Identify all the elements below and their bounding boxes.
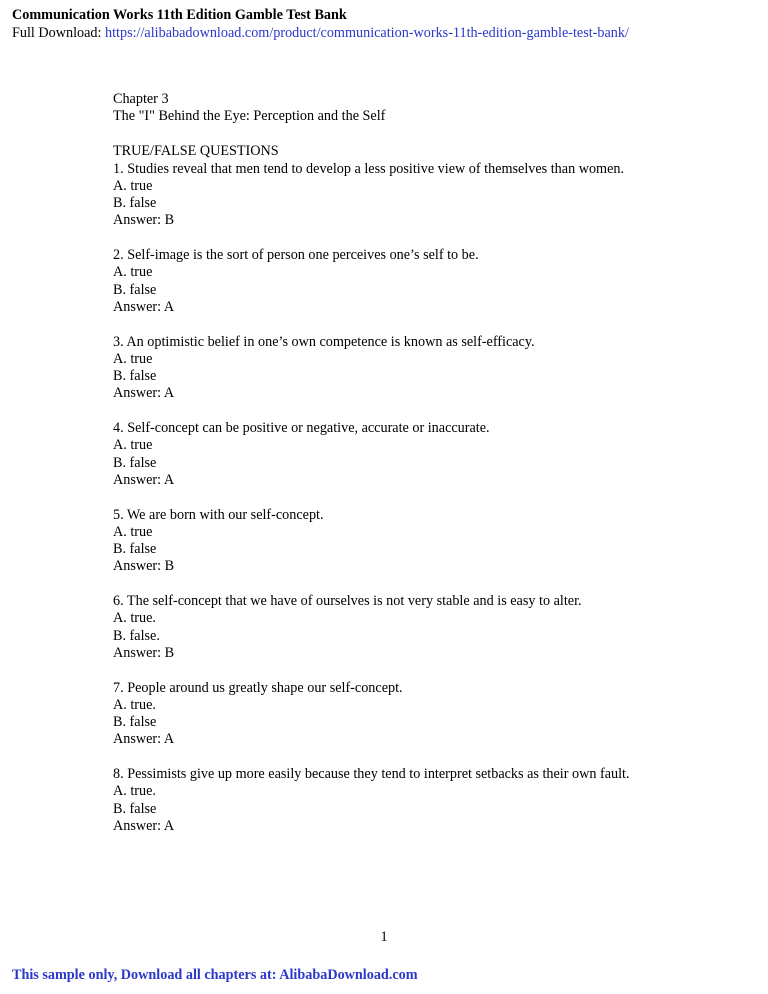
answer-key: Answer: A — [113, 385, 175, 402]
download-link[interactable]: https://alibabadownload.com/product/communication-works-11th-edition-gamble-test-bank/ — [105, 25, 629, 41]
chapter-heading — [113, 91, 673, 125]
download-line — [12, 24, 629, 42]
question-item — [113, 680, 673, 749]
question-prompt: 5. We are born with our self-concept. — [113, 506, 324, 523]
download-footer[interactable]: This sample only, Download all chapters at: AlibabaDownload.com — [12, 967, 418, 983]
option-b: B. false — [113, 714, 157, 731]
option-a: A. true — [113, 350, 153, 367]
option-a: A. true. — [113, 610, 156, 627]
answer-key: Answer: A — [113, 817, 175, 834]
page-number: 1 — [380, 929, 388, 945]
question-item — [113, 766, 673, 835]
question-prompt: 3. An optimistic belief in one’s own competence is known as self-efficacy. — [113, 333, 535, 350]
chapter-title: The "I" Behind the Eye: Perception and the Self — [113, 108, 386, 125]
question-item — [113, 334, 673, 403]
question-prompt: 7. People around us greatly shape our self-concept. — [113, 679, 403, 696]
option-a: A. true. — [113, 783, 156, 800]
question-prompt: 1. Studies reveal that men tend to develop a less positive view of themselves than women. — [113, 160, 625, 177]
option-a: A. true. — [113, 696, 156, 713]
option-b: B. false — [113, 195, 157, 212]
answer-key: Answer: B — [113, 644, 175, 661]
question-prompt: 2. Self-image is the sort of person one perceives one’s self to be. — [113, 247, 479, 264]
option-a: A. true — [113, 264, 153, 281]
answer-key: Answer: B — [113, 212, 175, 229]
question-prompt: 6. The self-concept that we have of ourselves is not very stable and is easy to alter. — [113, 593, 582, 610]
question-item — [113, 593, 673, 662]
question-item — [113, 420, 673, 489]
question-item — [113, 161, 673, 230]
option-b: B. false — [113, 368, 157, 385]
page-content — [113, 91, 673, 853]
option-a: A. true — [113, 523, 153, 540]
question-item — [113, 247, 673, 316]
answer-key: Answer: A — [113, 731, 175, 748]
option-b: B. false — [113, 281, 157, 298]
option-b: B. false — [113, 454, 157, 471]
option-b: B. false. — [113, 627, 160, 644]
document-header — [12, 6, 629, 42]
option-b: B. false — [113, 541, 157, 558]
option-b: B. false — [113, 800, 157, 817]
option-a: A. true — [113, 177, 153, 194]
chapter-number: Chapter 3 — [113, 91, 169, 107]
option-a: A. true — [113, 437, 153, 454]
question-prompt: 4. Self-concept can be positive or negative, accurate or inaccurate. — [113, 420, 490, 437]
answer-key: Answer: A — [113, 471, 175, 488]
question-prompt: 8. Pessimists give up more easily because they tend to interpret setbacks as their own fault. — [113, 766, 630, 783]
question-item — [113, 507, 673, 576]
section-heading: TRUE/FALSE QUESTIONS — [113, 143, 279, 160]
document-title: Communication Works 11th Edition Gamble Test Bank — [12, 7, 347, 23]
answer-key: Answer: A — [113, 298, 175, 315]
download-label: Full Download: — [12, 25, 102, 41]
answer-key: Answer: B — [113, 558, 175, 575]
